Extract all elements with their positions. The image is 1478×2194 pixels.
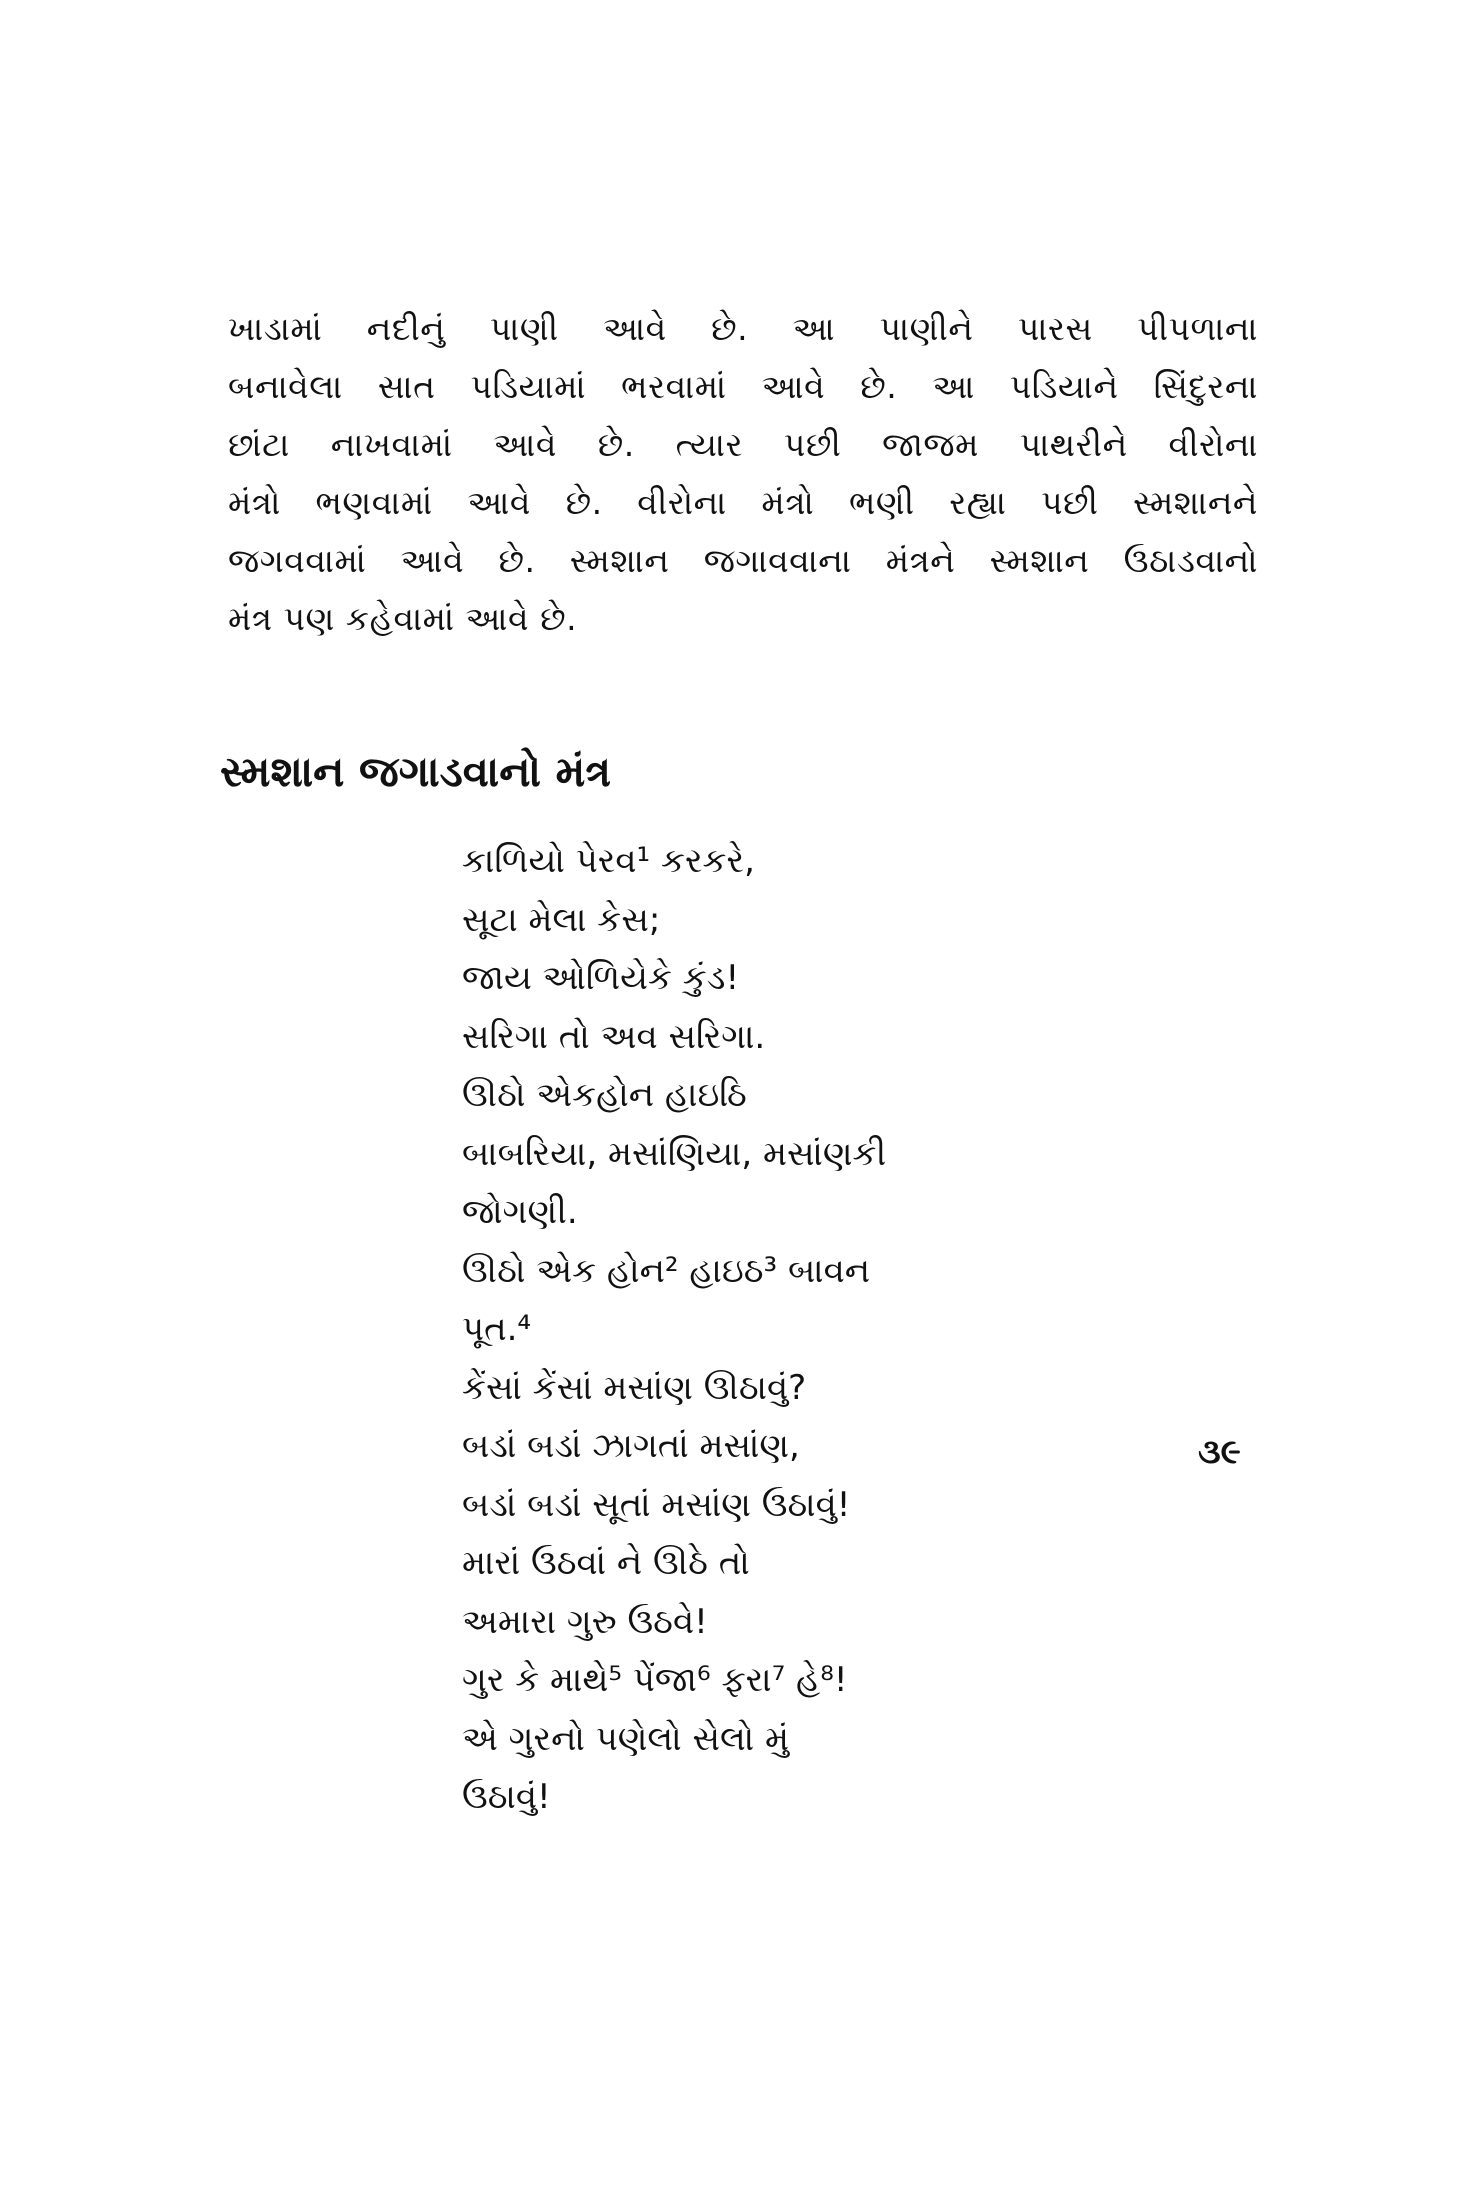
verse-line: જાય ઓળિયેકે કુંડ! <box>462 958 740 998</box>
verse-line: બાબરિયા, મસાંણિયા, મસાંણકી <box>462 1133 887 1174</box>
intro-paragraph <box>228 300 1258 648</box>
paragraph-line: મંત્રો ભણવામાં આવે છે. વીરોના મંત્રો ભણી રહ્યા પછી સ્મશાનને <box>228 483 1258 522</box>
page-number: ૩૯ <box>1198 1432 1241 1472</box>
verse-line: જોગણી. <box>462 1192 578 1232</box>
verse-line: બડાં બડાં સૂતાં મસાંણ ઉઠાવું! <box>462 1484 851 1525</box>
verse-line: બડાં બડાં ઝાગતાં મસાંણ, <box>462 1426 800 1466</box>
mantra-verse <box>462 832 1082 1827</box>
verse-line: ઊઠો એક હોન² હાઇઠ³ બાવન <box>462 1250 871 1291</box>
verse-line: સૂટા મેલા કેસ; <box>462 899 661 940</box>
verse-line: એ ગુરનો પણેલો સેલો મું <box>462 1718 789 1759</box>
verse-line: ઉઠાવું! <box>462 1777 551 1817</box>
paragraph-line: જગવવામાં આવે છે. સ્મશાન જગાવવાના મંત્રને સ્મશાન ઉઠાડવાનો <box>228 541 1258 580</box>
section-heading: સ્મશાન જગાડવાનો મંત્ર <box>220 747 612 796</box>
verse-line: સરિગા તો અવ સરિગા. <box>462 1016 766 1057</box>
verse-line: અમારા ગુરુ ઉઠવે! <box>462 1601 708 1642</box>
paragraph-line: બનાવેલા સાત પડિયામાં ભરવામાં આવે છે. આ પડિયાને સિંદુરના <box>228 367 1258 406</box>
paragraph-line: મંત્ર પણ કહેવામાં આવે છે. <box>228 599 578 638</box>
verse-line: ગુર કે માથે⁵ પેંજા⁶ ફરા⁷ હે⁸! <box>462 1660 848 1700</box>
verse-line: કેંસાં કેંસાં મસાંણ ઊઠાવું? <box>462 1367 807 1408</box>
verse-line: ઊઠો એકહોન હાઇઠિ <box>462 1075 747 1115</box>
paragraph-line: ખાડામાં નદીનું પાણી આવે છે. આ પાણીને પારસ પીપળાના <box>228 309 1258 348</box>
verse-line: કાળિયો પેરવ¹ કરકરે, <box>462 841 755 881</box>
paragraph-line: છાંટા નાખવામાં આવે છે. ત્યાર પછી જાજમ પાથરીને વીરોના <box>228 425 1258 464</box>
verse-line: મારાં ઉઠવાં ને ઊઠે તો <box>462 1543 750 1583</box>
verse-line: પૂત.⁴ <box>462 1309 532 1349</box>
